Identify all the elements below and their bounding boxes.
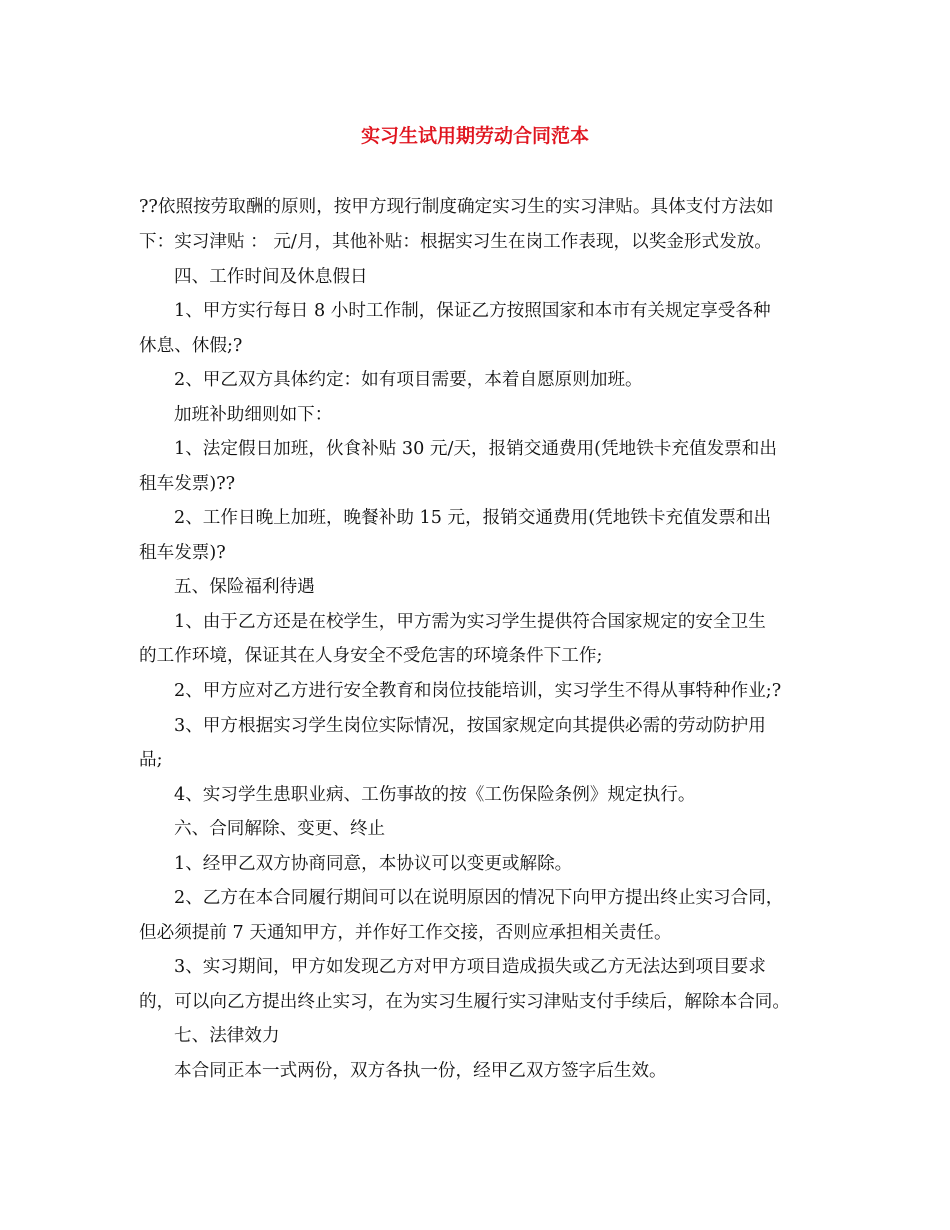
paragraph-line: 1、甲方实行每日 8 小时工作制，保证乙方按照国家和本市有关规定享受各种 — [174, 301, 771, 321]
paragraph-line: 1、经甲乙双方协商同意，本协议可以变更或解除。 — [174, 854, 573, 874]
paragraph-line: 下：实习津贴 ： 元/月，其他补贴：根据实习生在岗工作表现，以奖金形式发放。 — [139, 232, 772, 252]
paragraph-line: 本合同正本一式两份，双方各执一份，经甲乙双方签字后生效。 — [174, 1061, 667, 1081]
document-title: 实习生试用期劳动合同范本 — [360, 125, 589, 147]
paragraph-line: 2、甲方应对乙方进行安全教育和岗位技能培训，实习学生不得从事特种作业;? — [174, 681, 782, 701]
paragraph-line: 的工作环境，保证其在人身安全不受危害的环境条件下工作; — [139, 646, 603, 666]
paragraph-line: 的，可以向乙方提出终止实习，在为实习生履行实习津贴支付手续后，解除本合同。 — [139, 992, 790, 1012]
section-heading: 六、合同解除、变更、终止 — [174, 819, 386, 839]
paragraph-line: 2、甲乙双方具体约定：如有项目需要，本着自愿原则加班。 — [174, 370, 643, 390]
paragraph-line: 品; — [139, 750, 163, 770]
paragraph-line: 2、乙方在本合同履行期间可以在说明原因的情况下向甲方提出终止实习合同， — [174, 888, 784, 908]
paragraph-line: ??依照按劳取酬的原则，按甲方现行制度确定实习生的实习津贴。具体支付方法如 — [139, 197, 774, 217]
paragraph-line: 休息、休假;? — [139, 336, 243, 356]
paragraph-line: 2、工作日晚上加班，晚餐补助 15 元，报销交通费用(凭地铁卡充值发票和出 — [174, 508, 772, 528]
paragraph-line: 租车发票)? — [139, 543, 226, 563]
section-heading: 七、法律效力 — [174, 1026, 280, 1046]
paragraph-line: 1、法定假日加班，伙食补贴 30 元/天，报销交通费用(凭地铁卡充值发票和出 — [174, 439, 777, 459]
section-heading: 五、保险福利待遇 — [174, 577, 315, 597]
paragraph-line: 4、实习学生患职业病、工伤事故的按《工伤保险条例》规定执行。 — [174, 785, 696, 805]
paragraph-line: 租车发票)?? — [139, 474, 236, 494]
paragraph-line: 加班补助细则如下： — [174, 405, 333, 425]
section-heading: 四、工作时间及休息假日 — [174, 267, 368, 287]
paragraph-line: 但必须提前 7 天通知甲方，并作好工作交接，否则应承担相关责任。 — [139, 923, 672, 943]
paragraph-line: 1、由于乙方还是在校学生，甲方需为实习学生提供符合国家规定的安全卫生 — [174, 612, 766, 632]
paragraph-line: 3、甲方根据实习学生岗位实际情况，按国家规定向其提供必需的劳动防护用 — [174, 716, 766, 736]
paragraph-line: 3、实习期间，甲方如发现乙方对甲方项目造成损失或乙方无法达到项目要求 — [174, 957, 766, 977]
